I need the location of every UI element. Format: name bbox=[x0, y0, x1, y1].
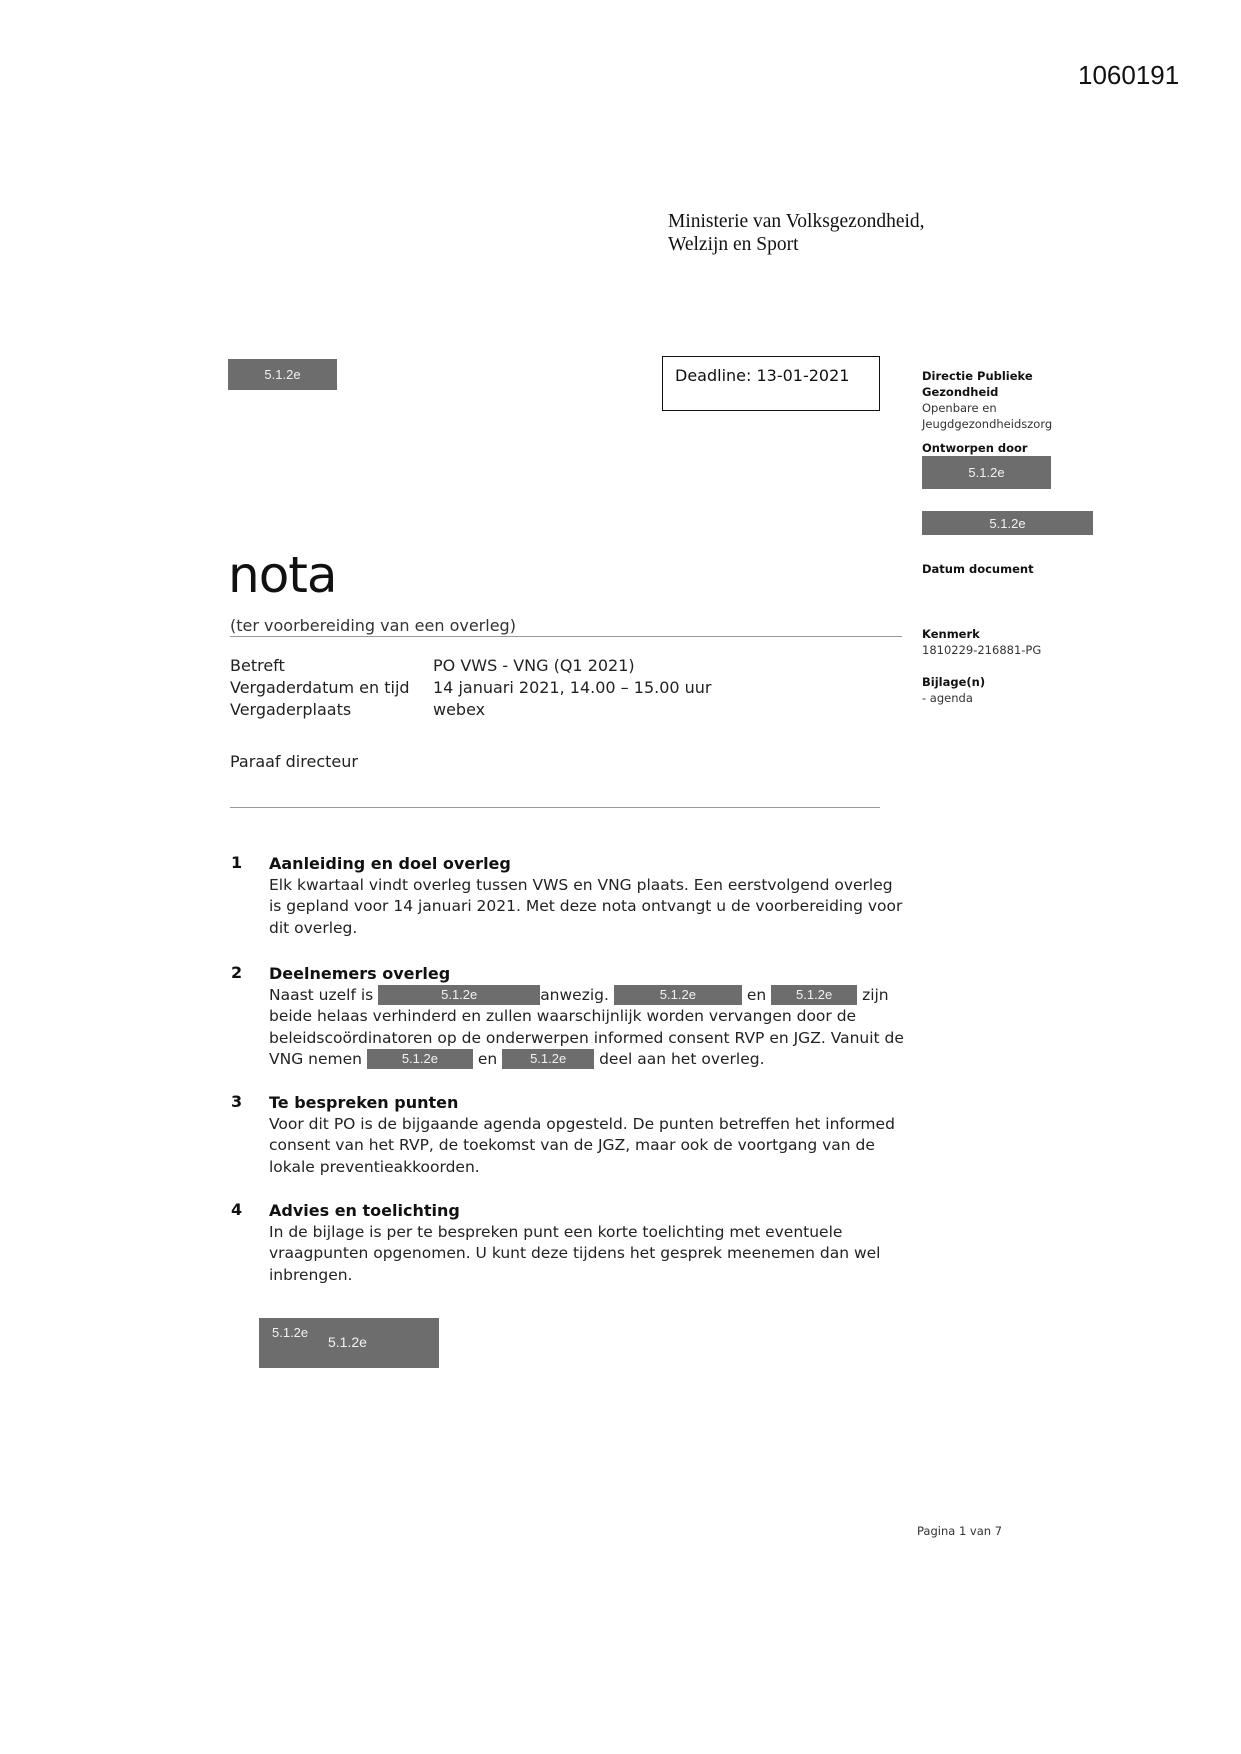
page-footer: Pagina 1 van 7 bbox=[917, 1524, 1003, 1538]
redaction-label: 5.1.2e bbox=[272, 1325, 309, 1340]
section-advies bbox=[269, 1200, 909, 1286]
redaction-inline: 5.1.2e bbox=[378, 985, 540, 1005]
document-title: nota bbox=[228, 546, 337, 604]
section-number: 4 bbox=[231, 1200, 243, 1219]
divider bbox=[230, 807, 880, 808]
section-number: 1 bbox=[231, 853, 243, 872]
ministry-logo-text bbox=[668, 210, 925, 256]
signature-redaction bbox=[259, 1318, 439, 1368]
redaction-box: 5.1.2e bbox=[922, 456, 1051, 489]
directie-label: Directie Publieke bbox=[922, 369, 1033, 383]
meta-labels bbox=[230, 655, 410, 721]
redaction-box: 5.1.2e bbox=[922, 511, 1093, 535]
meta-label: Vergaderdatum en tijd bbox=[230, 678, 410, 697]
redaction-inline: 5.1.2e bbox=[367, 1049, 473, 1069]
document-number: 1060191 bbox=[1078, 60, 1180, 90]
section-deelnemers bbox=[269, 963, 909, 1071]
redaction-inline: 5.1.2e bbox=[614, 985, 742, 1005]
meta-value: webex bbox=[433, 700, 486, 719]
divider bbox=[230, 636, 902, 637]
meta-label: Vergaderplaats bbox=[230, 700, 352, 719]
redaction-box: 5.1.2e bbox=[228, 359, 337, 390]
section-heading: Deelnemers overleg bbox=[269, 964, 451, 983]
sidebar-directie bbox=[922, 368, 1052, 432]
datum-label: Datum document bbox=[922, 562, 1034, 576]
redaction-inline: 5.1.2e bbox=[502, 1049, 594, 1069]
section-body: Voor dit PO is de bijgaande agenda opgesteld. De punten betreffen het informed consent van het RVP, de toekomst van de JGZ, maar ook de voortgang van de lokale preventieakkoorden. bbox=[269, 1114, 895, 1176]
section-number: 3 bbox=[231, 1092, 243, 1111]
bijlage-value: - agenda bbox=[922, 691, 973, 705]
section-aanleiding bbox=[269, 853, 909, 939]
redaction-inline: 5.1.2e bbox=[771, 985, 857, 1005]
bijlage-block bbox=[922, 674, 985, 706]
document-subtitle: (ter voorbereiding van een overleg) bbox=[230, 616, 516, 635]
redaction-label: 5.1.2e bbox=[328, 1334, 367, 1350]
ministry-line2: Welzijn en Sport bbox=[668, 234, 799, 255]
meta-label: Betreft bbox=[230, 656, 285, 675]
meta-value: PO VWS - VNG (Q1 2021) bbox=[433, 656, 635, 675]
section-bespreken bbox=[269, 1092, 909, 1178]
ministry-line1: Ministerie van Volksgezondheid, bbox=[668, 211, 925, 232]
kenmerk-block bbox=[922, 626, 1041, 658]
directie-label-2: Gezondheid bbox=[922, 385, 999, 399]
section-body: In de bijlage is per te bespreken punt een korte toelichting met eventuele vraagpunten opgenomen. U kunt deze tijdens het gesprek meenemen dan wel inbrengen. bbox=[269, 1222, 881, 1284]
section-heading: Advies en toelichting bbox=[269, 1201, 460, 1220]
meta-values bbox=[433, 655, 712, 721]
section-number: 2 bbox=[231, 963, 243, 982]
section-heading: Te bespreken punten bbox=[269, 1093, 459, 1112]
afdeling-line1: Openbare en bbox=[922, 401, 997, 415]
deadline-box: Deadline: 13-01-2021 bbox=[662, 356, 880, 411]
afdeling-line2: Jeugdgezondheidszorg bbox=[922, 417, 1053, 431]
ontworpen-label: Ontworpen door bbox=[922, 441, 1028, 455]
meta-value: 14 januari 2021, 14.00 – 15.00 uur bbox=[433, 678, 712, 697]
paraaf-directeur: Paraaf directeur bbox=[230, 752, 358, 771]
kenmerk-value: 1810229-216881-PG bbox=[922, 643, 1042, 657]
kenmerk-label: Kenmerk bbox=[922, 627, 980, 641]
bijlage-label: Bijlage(n) bbox=[922, 675, 986, 689]
section-body: Naast uzelf is 5.1.2e anwezig. 5.1.2e en 5.1.2e zijn beide helaas verhinderd en zullen waarschijnlijk worden vervangen door de beleidscoördinatoren op de onderwerpen informed consent RVP en JGZ. Vanuit de VNG nemen 5.1.2e en 5.1.2e deel aan het overleg. bbox=[269, 985, 904, 1068]
section-heading: Aanleiding en doel overleg bbox=[269, 854, 511, 873]
section-body: Elk kwartaal vindt overleg tussen VWS en VNG plaats. Een eerstvolgend overleg is gepland voor 14 januari 2021. Met deze nota ontvangt u de voorbereiding voor dit overleg. bbox=[269, 875, 903, 937]
